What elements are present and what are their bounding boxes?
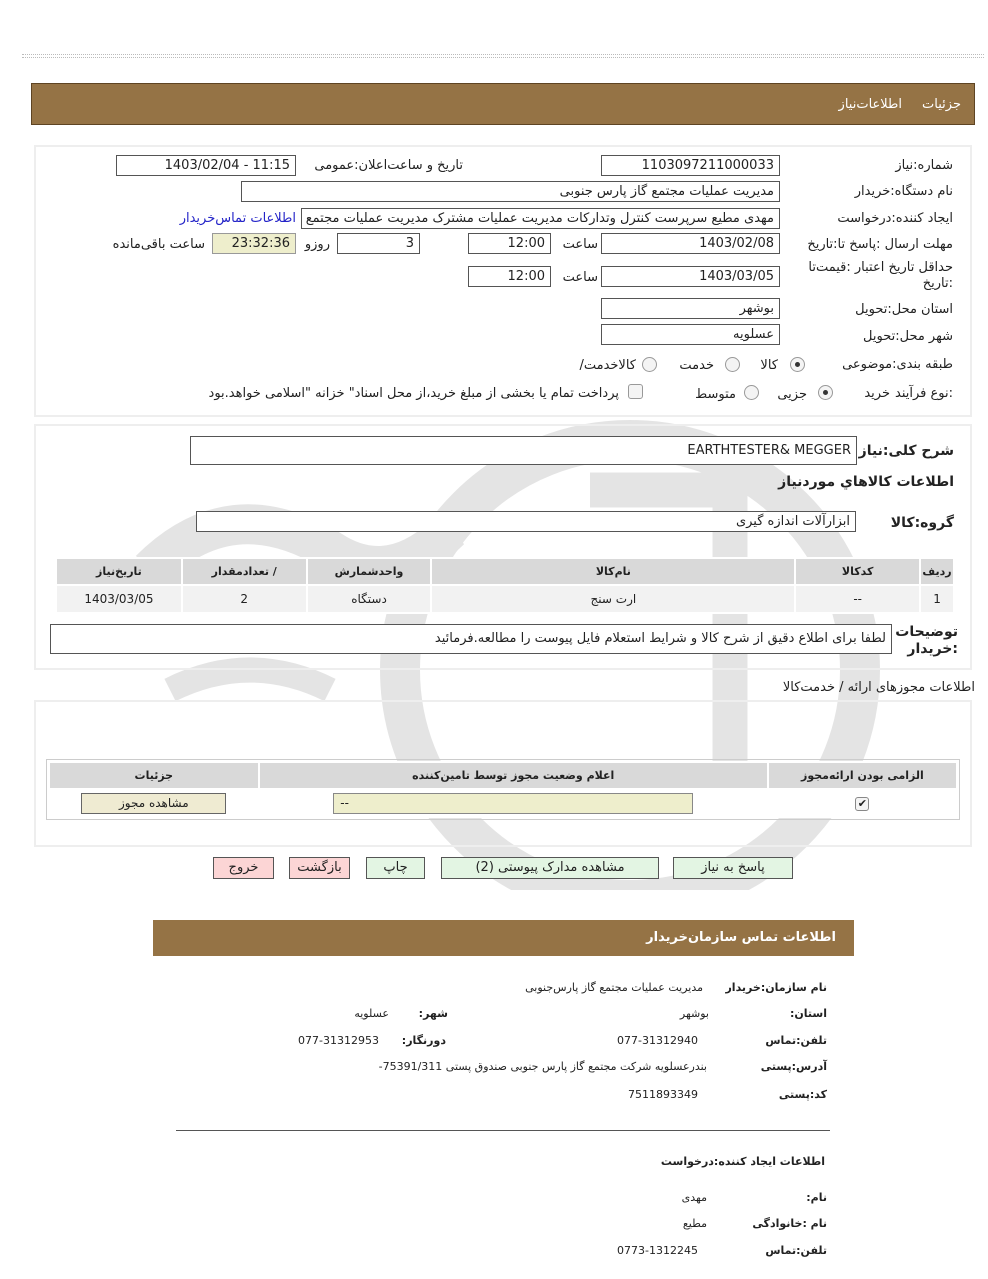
- phone-label: تلفن:تماس: [765, 1034, 827, 1047]
- treasury-payment-note: پرداخت تمام یا بخشی از مبلغ خرید،از محل اسناد" خزانه "اسلامی خواهد.بود: [208, 386, 619, 401]
- remaining-label: ساعت باقی‌مانده: [112, 237, 205, 252]
- need-number-field: 1103097211000033: [601, 155, 780, 176]
- process-label: نوع فرآیند:: [895, 386, 953, 401]
- reply-deadline-label: مهلت ارسال :پاسخ تا:تاریخ: [807, 237, 953, 252]
- col-details: جزئیات: [49, 762, 259, 789]
- col-required: الزامی بودن ارائه‌مجوز: [768, 762, 957, 789]
- col-row: ردیف: [920, 558, 954, 585]
- need-number-label: شماره:نیاز: [895, 158, 953, 173]
- table-row: [49, 789, 957, 817]
- cell-details: [49, 789, 259, 817]
- treasury-payment-checkbox[interactable]: [628, 384, 643, 399]
- cell-unit: دستگاه: [307, 585, 432, 613]
- remaining-time-field: 23:32:36: [212, 233, 296, 254]
- name-value: مهدی: [681, 1191, 707, 1204]
- province-field: بوشهر: [601, 298, 780, 319]
- category-goods-label: کالا: [760, 358, 778, 373]
- postal-label: کد:پستی: [778, 1088, 827, 1101]
- goods-section-title: اطلاعات کالاهاي موردنیاز: [778, 474, 954, 490]
- city-field: عسلویه: [601, 324, 780, 345]
- buyer-notes-field: لطفا برای اطلاع دقیق از شرح کالا و شرایط استعلام فایل پیوست را مطالعه.فرمائید: [50, 624, 892, 654]
- category-label: طبقه بندی:موضوعی: [842, 357, 953, 372]
- goods-table: [55, 557, 955, 614]
- back-button[interactable]: بازگشت: [289, 857, 350, 879]
- buyer-org-label: نام دستگاه:خریدار: [854, 184, 953, 199]
- permit-status-field[interactable]: --: [333, 793, 693, 814]
- contact-section-header: [153, 920, 854, 956]
- cell-name: ارت سنج: [431, 585, 795, 613]
- cell-row: 1: [920, 585, 954, 613]
- fax-value: 077-31312953: [298, 1034, 379, 1047]
- cell-qty: 2: [182, 585, 307, 613]
- attachments-button[interactable]: مشاهده مدارک پیوستی (2): [441, 857, 659, 879]
- group-field: ابزارآلات اندازه گیری: [196, 511, 856, 532]
- announce-field: 1403/02/04 - 11:15: [116, 155, 296, 176]
- col-unit: واحدشمارش: [307, 558, 432, 585]
- top-divider: [22, 54, 984, 58]
- summary-field: EARTHTESTER& MEGGER: [190, 436, 857, 465]
- required-check-icon: ✔: [855, 797, 869, 811]
- reply-button[interactable]: پاسخ به نیاز: [673, 857, 793, 879]
- exit-button[interactable]: خروج: [213, 857, 274, 879]
- postal-value: 7511893349: [628, 1088, 698, 1101]
- days-field: 3: [337, 233, 420, 254]
- category-goods-radio[interactable]: [790, 357, 805, 372]
- reply-date-field: 1403/02/08: [601, 233, 780, 254]
- creator-field: مهدی مطیع سرپرست کنترل وتدارکات مدیریت عملیات مشترک مدیریت عملیات مجتمع: [301, 208, 780, 229]
- process-type: خرید: [864, 386, 890, 401]
- reply-hour-label: ساعت: [562, 237, 598, 252]
- province-label: استان محل:تحویل: [855, 302, 953, 317]
- process-small-label: جزیی: [777, 387, 807, 402]
- col-qty: / تعدادمقدار: [182, 558, 307, 585]
- col-name: نام‌کالا: [431, 558, 795, 585]
- table-row: [56, 585, 954, 613]
- contact-divider: [176, 1130, 830, 1131]
- summary-label: شرح کلی:نیاز: [858, 443, 954, 459]
- reply-time-field: 12:00: [468, 233, 551, 254]
- validity-time-field: 12:00: [468, 266, 551, 287]
- name-label: :نام: [806, 1191, 827, 1204]
- process-medium-label: متوسط: [695, 387, 736, 402]
- validity-hour-label: ساعت: [562, 270, 598, 285]
- permits-table-header: [49, 762, 957, 789]
- buyer-contact-link[interactable]: اطلاعات تماس‌خریدار: [179, 211, 296, 226]
- family-value: مطیع: [682, 1217, 707, 1230]
- category-both-label: /کالاخدمت: [579, 358, 636, 373]
- city-value-contact: عسلویه: [354, 1007, 389, 1020]
- org-label: نام سازمان:خریدار: [725, 981, 827, 994]
- city-label-contact: :شهر: [418, 1007, 448, 1020]
- creator-section-title: اطلاعات ایجاد کننده:درخواست: [660, 1155, 825, 1168]
- goods-table-header: [56, 558, 954, 585]
- address-label: آدرس:پستی: [760, 1060, 827, 1073]
- city-label: شهر محل:تحویل: [863, 329, 953, 344]
- category-both-radio[interactable]: [642, 357, 657, 372]
- category-service-radio[interactable]: [725, 357, 740, 372]
- validity-date-field: 1403/03/05: [601, 266, 780, 287]
- cell-status: [259, 789, 768, 817]
- col-date: تاریخ‌نیاز: [56, 558, 182, 585]
- page-header: [31, 83, 975, 125]
- permits-title: اطلاعات مجوزهای ارائه / خدمت‌کالا: [782, 680, 975, 695]
- creator-phone-label: تلفن:تماس: [765, 1244, 827, 1257]
- need-info-tab[interactable]: اطلاعات‌نیاز: [838, 97, 902, 112]
- address-value: -بندرعسلویه شرکت مجتمع گاز پارس جنوبی صندوق پستی 75391/311: [378, 1060, 707, 1073]
- creator-label: ایجاد کننده:درخواست: [837, 211, 953, 226]
- col-code: کدکالا: [795, 558, 920, 585]
- days-label: روزو: [304, 237, 330, 252]
- details-tab[interactable]: جزئیات: [922, 97, 961, 112]
- category-service-label: خدمت: [679, 358, 714, 373]
- permits-table: [48, 761, 958, 818]
- cell-required: [768, 789, 957, 817]
- process-small-radio[interactable]: [818, 385, 833, 400]
- cell-date: 1403/03/05: [56, 585, 182, 613]
- contact-section-title: اطلاعات تماس سازمان‌خریدار: [646, 930, 836, 945]
- org-value: مدیریت عملیات مجتمع گاز پارس‌جنوبی: [525, 981, 703, 994]
- province-label-contact: :استان: [789, 1007, 827, 1020]
- col-status: اعلام وضعیت مجوز توسط تامین‌کننده: [259, 762, 768, 789]
- cell-code: --: [795, 585, 920, 613]
- announce-label: تاریخ و ساعت‌اعلان:عمومی: [314, 158, 463, 173]
- creator-phone-value: 0773-1312245: [617, 1244, 698, 1257]
- print-button[interactable]: چاپ: [366, 857, 425, 879]
- fax-label: :دورنگار: [401, 1034, 446, 1047]
- buyer-notes-label: توضیحات :خریدار: [895, 624, 958, 657]
- family-label: نام :خانوادگی: [752, 1217, 827, 1230]
- buyer-org-field: مدیریت عملیات مجتمع گاز پارس جنوبی: [241, 181, 780, 202]
- view-permit-button[interactable]: مشاهده مجوز: [81, 793, 226, 814]
- phone-value: 077-31312940: [617, 1034, 698, 1047]
- province-value-contact: بوشهر: [679, 1007, 709, 1020]
- group-label: گروه:کالا: [890, 515, 954, 531]
- process-medium-radio[interactable]: [744, 385, 759, 400]
- validity-label: حداقل تاریخ اعتبار :قیمت‌تا تاریخ:: [808, 260, 953, 291]
